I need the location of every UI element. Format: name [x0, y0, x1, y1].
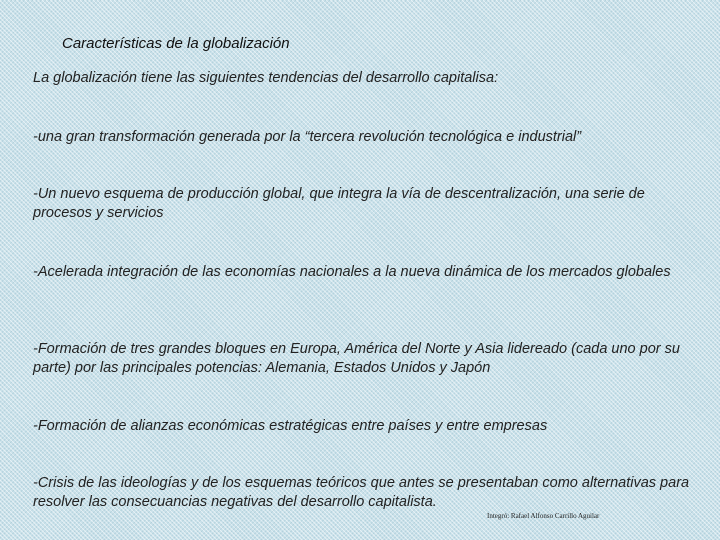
list-item: -Un nuevo esquema de producción global, que integra la vía de descentralización, una serie de procesos y servicios — [33, 186, 645, 221]
author-credit: Integró: Rafael Alfonso Carrillo Aguilar — [487, 512, 600, 520]
list-item: -Formación de alianzas económicas estratégicas entre países y entre empresas — [33, 418, 548, 434]
list-item: -Crisis de las ideologías y de los esquemas teóricos que antes se presentaban como alternativas para resolver las consecuancias negativas del desarrollo capitalista. — [33, 475, 690, 510]
slide-title: Características de la globalización — [62, 35, 290, 52]
intro-paragraph: La globalización tiene las siguientes tendencias del desarrollo capitalisa: — [33, 70, 499, 86]
list-item: -una gran transformación generada por la “tercera revolución tecnológica e industrial” — [33, 129, 582, 145]
list-item: -Acelerada integración de las economías nacionales a la nueva dinámica de los mercados globales — [33, 264, 671, 280]
list-item: -Formación de tres grandes bloques en Europa, América del Norte y Asia lidereado (cada uno por su parte) por las principales potencias: Alemania, Estados Unidos y Japón — [33, 341, 680, 376]
